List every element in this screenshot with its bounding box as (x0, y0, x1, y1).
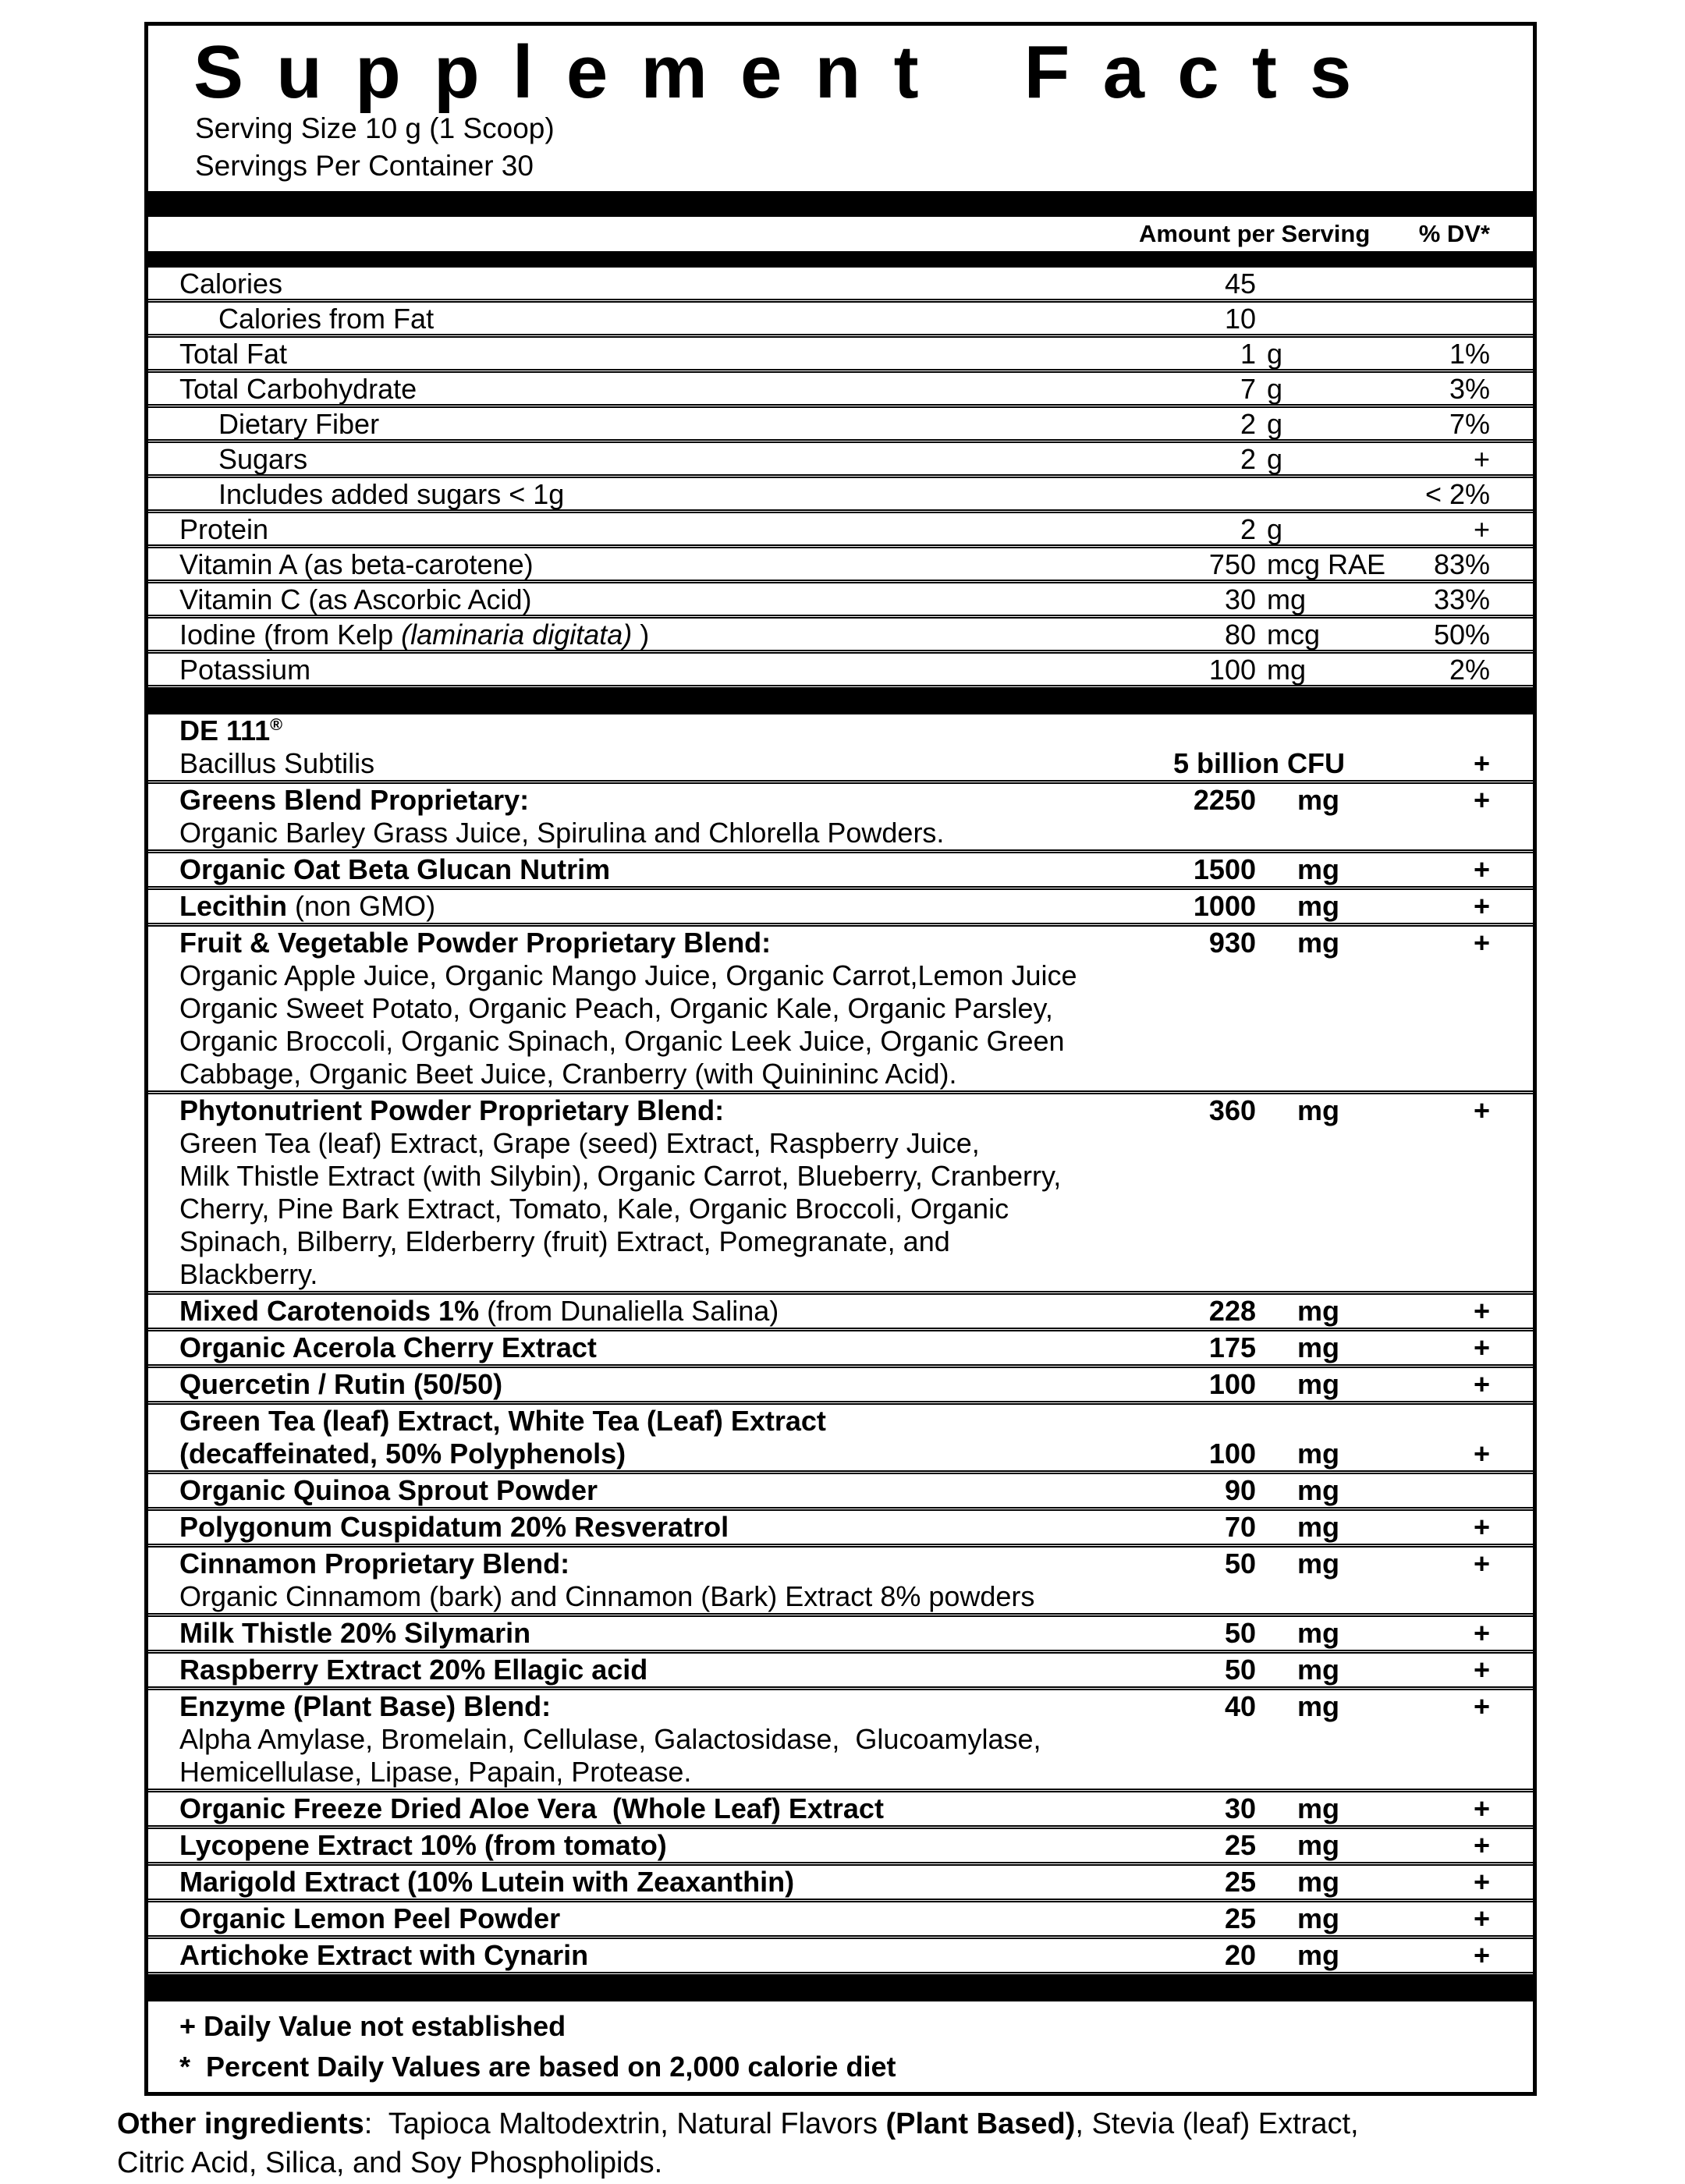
amount-unit: mg (1297, 1094, 1339, 1126)
amount-value: 2250 (1193, 784, 1256, 816)
text-segment: Milk Thistle 20% Silymarin (179, 1617, 531, 1649)
table-row (148, 654, 1533, 689)
daily-value: + (1473, 513, 1490, 545)
table-row-main (148, 1617, 1533, 1650)
ingredient-name (179, 1511, 1139, 1544)
table-row (148, 1331, 1533, 1368)
ingredient-name (179, 1654, 1139, 1686)
text-segment: Vitamin A (as beta-carotene) (179, 548, 534, 580)
ingredient-table (148, 714, 1533, 1976)
amount-value: 50 (1224, 1617, 1256, 1649)
amount-value: 50 (1224, 1548, 1256, 1580)
text-segment: Fruit & Vegetable Powder Proprietary Blend: (179, 927, 772, 959)
table-row (148, 1939, 1533, 1976)
amount-value: 80 (1224, 619, 1256, 651)
table-row-main (148, 1474, 1533, 1507)
daily-value: + (1473, 1295, 1490, 1327)
table-row (148, 1094, 1533, 1295)
text-segment: Potassium (179, 654, 311, 686)
daily-value: 1% (1449, 338, 1490, 370)
amount-value: 228 (1208, 1295, 1256, 1327)
amount-value: 100 (1208, 1368, 1256, 1400)
table-row (148, 1405, 1533, 1438)
table-row (148, 853, 1533, 890)
divider-bar (148, 251, 1533, 268)
daily-value: 50% (1433, 619, 1490, 651)
amount-value: 30 (1224, 583, 1256, 615)
amount-value: 20 (1224, 1939, 1256, 1971)
text-segment: Vitamin C (as Ascorbic Acid) (179, 583, 532, 615)
text-segment: Citric Acid, Silica, and Soy Phospholipids. (117, 2147, 663, 2179)
text-segment: (decaffeinated, 50% Polyphenols) (179, 1438, 626, 1470)
amount-value: 10 (1224, 303, 1256, 335)
table-row-main (148, 338, 1533, 369)
table-row (148, 1295, 1533, 1331)
servings-per-container: Servings Per Container 30 (195, 150, 534, 182)
table-row-main (148, 513, 1533, 544)
table-row-main (148, 373, 1533, 404)
amount-unit: mg (1297, 1902, 1339, 1934)
text-segment: Phytonutrient Powder Proprietary Blend: (179, 1094, 725, 1126)
table-row (148, 1617, 1533, 1654)
daily-value: + (1473, 1368, 1490, 1400)
table-row-main (148, 1902, 1533, 1935)
daily-value: + (1473, 1902, 1490, 1934)
ingredient-description: Organic Sweet Potato, Organic Peach, Organic Kale, Organic Parsley, (179, 992, 1053, 1024)
ingredient-name (179, 1295, 1139, 1328)
ingredient-name (179, 1405, 1139, 1438)
table-row-main (148, 1438, 1533, 1470)
text-segment: Dietary Fiber (218, 408, 380, 440)
text-segment: ) (632, 619, 650, 651)
table-row-main (148, 619, 1533, 650)
amount-unit: mg (1297, 1866, 1339, 1898)
text-segment: Quercetin / Rutin (50/50) (179, 1368, 503, 1400)
daily-value: 33% (1433, 583, 1490, 615)
amount-unit: mg (1267, 654, 1307, 686)
text-segment: Total Carbohydrate (179, 373, 417, 405)
amount-unit: mcg (1267, 619, 1321, 651)
amount-unit: mg (1297, 784, 1339, 816)
amount-value: 30 (1224, 1792, 1256, 1824)
table-row-main (148, 747, 1533, 780)
ingredient-name (179, 654, 1139, 686)
serving-size: Serving Size 10 g (1 Scoop) (195, 112, 555, 144)
text-segment: (from Dunaliella Salina) (487, 1295, 779, 1327)
ingredient-name (179, 338, 1139, 370)
amount-unit: mg (1297, 1939, 1339, 1971)
table-row-main (148, 1368, 1533, 1401)
ingredient-name (179, 1690, 1139, 1723)
table-row (148, 927, 1533, 1094)
ingredient-description: Cabbage, Organic Beet Juice, Cranberry (with Quinininc Acid). (179, 1058, 957, 1090)
daily-value: 3% (1449, 373, 1490, 405)
ingredient-description: Organic Broccoli, Organic Spinach, Organic Leek Juice, Organic Green (179, 1025, 1065, 1057)
amount-value: 100 (1208, 654, 1256, 686)
amount-unit: g (1267, 408, 1283, 440)
table-row (148, 714, 1533, 747)
ingredient-name (179, 1548, 1139, 1580)
ingredient-name (179, 548, 1139, 581)
ingredient-name (179, 1438, 1139, 1470)
ingredient-description: Hemicellulase, Lipase, Papain, Protease. (179, 1756, 692, 1788)
ingredient-name (179, 714, 1139, 747)
ingredient-name (179, 1939, 1139, 1972)
ingredient-name (179, 1331, 1139, 1364)
table-row-main (148, 478, 1533, 509)
amount-unit: g (1267, 443, 1283, 475)
daily-value: + (1473, 853, 1490, 885)
table-row (148, 1866, 1533, 1902)
table-row (148, 478, 1533, 513)
table-row (148, 784, 1533, 853)
ingredient-description: Cherry, Pine Bark Extract, Tomato, Kale, Organic Broccoli, Organic (179, 1193, 1009, 1225)
ingredient-description: Organic Barley Grass Juice, Spirulina and Chlorella Powders. (179, 817, 945, 849)
table-row-main (148, 443, 1533, 474)
text-segment: Raspberry Extract 20% Ellagic acid (179, 1654, 648, 1686)
table-row-main (148, 1405, 1533, 1438)
text-segment: Enzyme (Plant Base) Blend: (179, 1690, 552, 1722)
amount-value: 45 (1224, 268, 1256, 300)
text-segment: Bacillus Subtilis (179, 747, 375, 779)
table-row (148, 268, 1533, 303)
table-row (148, 619, 1533, 654)
text-segment: (non GMO) (295, 890, 436, 922)
daily-value: + (1473, 784, 1490, 816)
ingredient-description: Milk Thistle Extract (with Silybin), Organic Carrot, Blueberry, Cranberry, (179, 1160, 1062, 1192)
table-row-main (148, 408, 1533, 439)
table-row-main (148, 1939, 1533, 1972)
ingredient-name (179, 1829, 1139, 1862)
text-segment: (Plant Based) (885, 2108, 1076, 2140)
table-row (148, 1792, 1533, 1829)
table-row (148, 303, 1533, 338)
daily-value: + (1473, 1438, 1490, 1470)
daily-value: + (1473, 1654, 1490, 1686)
table-row (148, 1474, 1533, 1511)
ingredient-name (179, 1617, 1139, 1650)
text-segment: Organic Quinoa Sprout Powder (179, 1474, 598, 1506)
table-row (148, 1368, 1533, 1405)
table-row (148, 1438, 1533, 1474)
daily-value: 7% (1449, 408, 1490, 440)
ingredient-description: Alpha Amylase, Bromelain, Cellulase, Galactosidase, Glucoamylase, (179, 1723, 1041, 1755)
table-row-main (148, 303, 1533, 334)
text-segment: Calories from Fat (218, 303, 435, 335)
daily-value: + (1473, 1829, 1490, 1861)
amount-value: 5 billion CFU (1173, 747, 1345, 779)
table-row (148, 1902, 1533, 1939)
amount-unit: g (1267, 513, 1283, 545)
amount-value: 7 (1240, 373, 1256, 405)
daily-value: 83% (1433, 548, 1490, 580)
table-row (148, 1548, 1533, 1617)
amount-value: 750 (1208, 548, 1256, 580)
amount-value: 2 (1240, 513, 1256, 545)
other-ingredients (117, 2104, 1365, 2182)
text-segment: DE 111 (179, 714, 271, 746)
table-row (148, 443, 1533, 478)
daily-value: + (1473, 747, 1490, 779)
table-row (148, 747, 1533, 784)
ingredient-name (179, 268, 1139, 300)
ingredient-name (179, 1368, 1139, 1401)
ingredient-name (179, 303, 1139, 335)
daily-value: + (1473, 1792, 1490, 1824)
table-row-main (148, 1548, 1533, 1580)
table-row (148, 548, 1533, 583)
amount-unit: mg (1297, 1295, 1339, 1327)
ingredient-name (179, 784, 1139, 817)
other-ingredients-line (117, 2104, 1365, 2143)
amount-value: 100 (1208, 1438, 1256, 1470)
amount-unit: mg (1297, 1331, 1339, 1363)
table-row (148, 1654, 1533, 1690)
label-box (144, 22, 1537, 2096)
text-segment: Artichoke Extract with Cynarin (179, 1939, 589, 1971)
table-row-main (148, 1094, 1533, 1127)
amount-value: 930 (1208, 927, 1256, 959)
table-row-main (148, 1792, 1533, 1825)
amount-value: 25 (1224, 1866, 1256, 1898)
amount-unit: mg (1297, 1438, 1339, 1470)
amount-value: 25 (1224, 1829, 1256, 1861)
table-row (148, 338, 1533, 373)
table-row (148, 513, 1533, 548)
table-row-main (148, 784, 1533, 817)
text-segment: Lycopene Extract 10% (from tomato) (179, 1829, 667, 1861)
ingredient-name (179, 747, 1139, 780)
table-row-main (148, 583, 1533, 615)
daily-value: + (1473, 927, 1490, 959)
amount-per-serving-header: Amount per Serving (1139, 220, 1371, 247)
daily-value: + (1473, 1548, 1490, 1580)
amount-unit: mg (1267, 583, 1307, 615)
amount-unit: mg (1297, 1511, 1339, 1543)
page-title: Supplement Facts (193, 30, 1385, 114)
table-row-main (148, 1829, 1533, 1862)
ingredient-name (179, 513, 1139, 546)
ingredient-name (179, 1866, 1139, 1899)
daily-value: 2% (1449, 654, 1490, 686)
ingredient-name (179, 1902, 1139, 1935)
other-ingredients-line (117, 2143, 1365, 2182)
table-row-main (148, 1866, 1533, 1899)
text-segment: Polygonum Cuspidatum 20% Resveratrol (179, 1511, 729, 1543)
amount-unit: mg (1297, 853, 1339, 885)
amount-unit: mg (1297, 1654, 1339, 1686)
table-row-main (148, 654, 1533, 685)
table-row-main (148, 1295, 1533, 1328)
amount-value: 2 (1240, 443, 1256, 475)
amount-unit: mg (1297, 1792, 1339, 1824)
text-segment: Organic Freeze Dried Aloe Vera (Whole Leaf) Extract (179, 1792, 884, 1824)
column-headers (148, 217, 1533, 251)
text-segment: , Stevia (leaf) Extract, (1075, 2108, 1359, 2140)
divider-bar (148, 1976, 1533, 2001)
daily-value: + (1473, 1690, 1490, 1722)
amount-value: 1 (1240, 338, 1256, 370)
daily-value: + (1473, 1331, 1490, 1363)
amount-value: 360 (1208, 1094, 1256, 1126)
daily-value: + (1473, 1511, 1490, 1543)
ingredient-name (179, 583, 1139, 616)
ingredient-description: Organic Apple Juice, Organic Mango Juice, Organic Carrot,Lemon Juice (179, 959, 1077, 991)
amount-value: 90 (1224, 1474, 1256, 1506)
text-segment: Protein (179, 513, 269, 545)
table-row-main (148, 1511, 1533, 1544)
table-row-main (148, 1331, 1533, 1364)
ingredient-description: Green Tea (leaf) Extract, Grape (seed) Extract, Raspberry Juice, (179, 1127, 980, 1159)
text-segment: Other ingredients (117, 2108, 364, 2140)
amount-value: 175 (1208, 1331, 1256, 1363)
nutrient-table (148, 268, 1533, 689)
amount-unit: mg (1297, 1474, 1339, 1506)
amount-unit: mg (1297, 1690, 1339, 1722)
ingredient-name (179, 443, 1139, 476)
ingredient-name (179, 478, 1139, 511)
text-segment: (laminaria digitata) (401, 619, 633, 651)
text-segment: Lecithin (179, 890, 296, 922)
text-segment: ® (270, 714, 283, 734)
amount-value: 70 (1224, 1511, 1256, 1543)
divider-bar (148, 689, 1533, 714)
text-segment: Sugars (218, 443, 308, 475)
table-row (148, 373, 1533, 408)
text-segment: Organic Lemon Peel Powder (179, 1902, 561, 1934)
ingredient-name (179, 619, 1139, 651)
amount-unit: mg (1297, 1617, 1339, 1649)
footnote-line: * Percent Daily Values are based on 2,000 calorie diet (179, 2051, 896, 2083)
footnote-line: + Daily Value not established (179, 2010, 566, 2042)
daily-value: + (1473, 443, 1490, 475)
text-segment: Includes added sugars < 1g (218, 478, 565, 510)
text-segment: Marigold Extract (10% Lutein with Zeaxanthin) (179, 1866, 795, 1898)
amount-value: 1000 (1193, 890, 1256, 922)
table-row (148, 1511, 1533, 1548)
text-segment: Iodine (from Kelp (179, 619, 402, 651)
table-row (148, 583, 1533, 619)
ingredient-name (179, 373, 1139, 406)
divider-bar (148, 191, 1533, 217)
ingredient-description: Organic Cinnamom (bark) and Cinnamon (Bark) Extract 8% powders (179, 1580, 1035, 1612)
ingredient-name (179, 1792, 1139, 1825)
daily-value: + (1473, 1866, 1490, 1898)
ingredient-description: Blackberry. (179, 1258, 318, 1290)
ingredient-description: Spinach, Bilberry, Elderberry (fruit) Extract, Pomegranate, and (179, 1225, 950, 1257)
text-segment: Organic Acerola Cherry Extract (179, 1331, 597, 1363)
table-row-main (148, 268, 1533, 299)
ingredient-name (179, 1474, 1139, 1507)
amount-value: 1500 (1193, 853, 1256, 885)
table-row-main (148, 1690, 1533, 1723)
amount-value: 50 (1224, 1654, 1256, 1686)
table-row (148, 408, 1533, 443)
table-row-main (148, 890, 1533, 923)
table-row (148, 890, 1533, 927)
table-row-main (148, 548, 1533, 580)
ingredient-name (179, 890, 1139, 923)
ingredient-name (179, 1094, 1139, 1127)
text-segment: Green Tea (leaf) Extract, White Tea (Leaf) Extract (179, 1405, 826, 1437)
table-row-main (148, 927, 1533, 959)
ingredient-name (179, 408, 1139, 441)
text-segment: Mixed Carotenoids 1% (179, 1295, 488, 1327)
text-segment: Cinnamon Proprietary Blend: (179, 1548, 570, 1580)
percent-dv-header: % DV* (1418, 220, 1490, 247)
daily-value: + (1473, 1939, 1490, 1971)
daily-value: + (1473, 890, 1490, 922)
amount-unit: mg (1297, 1829, 1339, 1861)
amount-value: 40 (1224, 1690, 1256, 1722)
table-row-main (148, 714, 1533, 747)
daily-value: + (1473, 1094, 1490, 1126)
text-segment: Greens Blend Proprietary: (179, 784, 530, 816)
footnotes (148, 2001, 1533, 2092)
amount-unit: mg (1297, 890, 1339, 922)
daily-value: < 2% (1424, 478, 1490, 510)
text-segment: Total Fat (179, 338, 288, 370)
ingredient-name (179, 853, 1139, 886)
amount-unit: g (1267, 373, 1283, 405)
amount-value: 2 (1240, 408, 1256, 440)
amount-unit: mg (1297, 1548, 1339, 1580)
amount-value: 25 (1224, 1902, 1256, 1934)
daily-value: + (1473, 1617, 1490, 1649)
text-segment: Organic Oat Beta Glucan Nutrim (179, 853, 611, 885)
text-segment: : Tapioca Maltodextrin, Natural Flavors (364, 2108, 886, 2140)
amount-unit: mcg RAE (1267, 548, 1386, 580)
text-segment: Calories (179, 268, 283, 300)
table-row (148, 1829, 1533, 1866)
table-row-main (148, 853, 1533, 886)
table-row (148, 1690, 1533, 1792)
table-row-main (148, 1654, 1533, 1686)
amount-unit: g (1267, 338, 1283, 370)
ingredient-name (179, 927, 1139, 959)
amount-unit: mg (1297, 927, 1339, 959)
amount-unit: mg (1297, 1368, 1339, 1400)
